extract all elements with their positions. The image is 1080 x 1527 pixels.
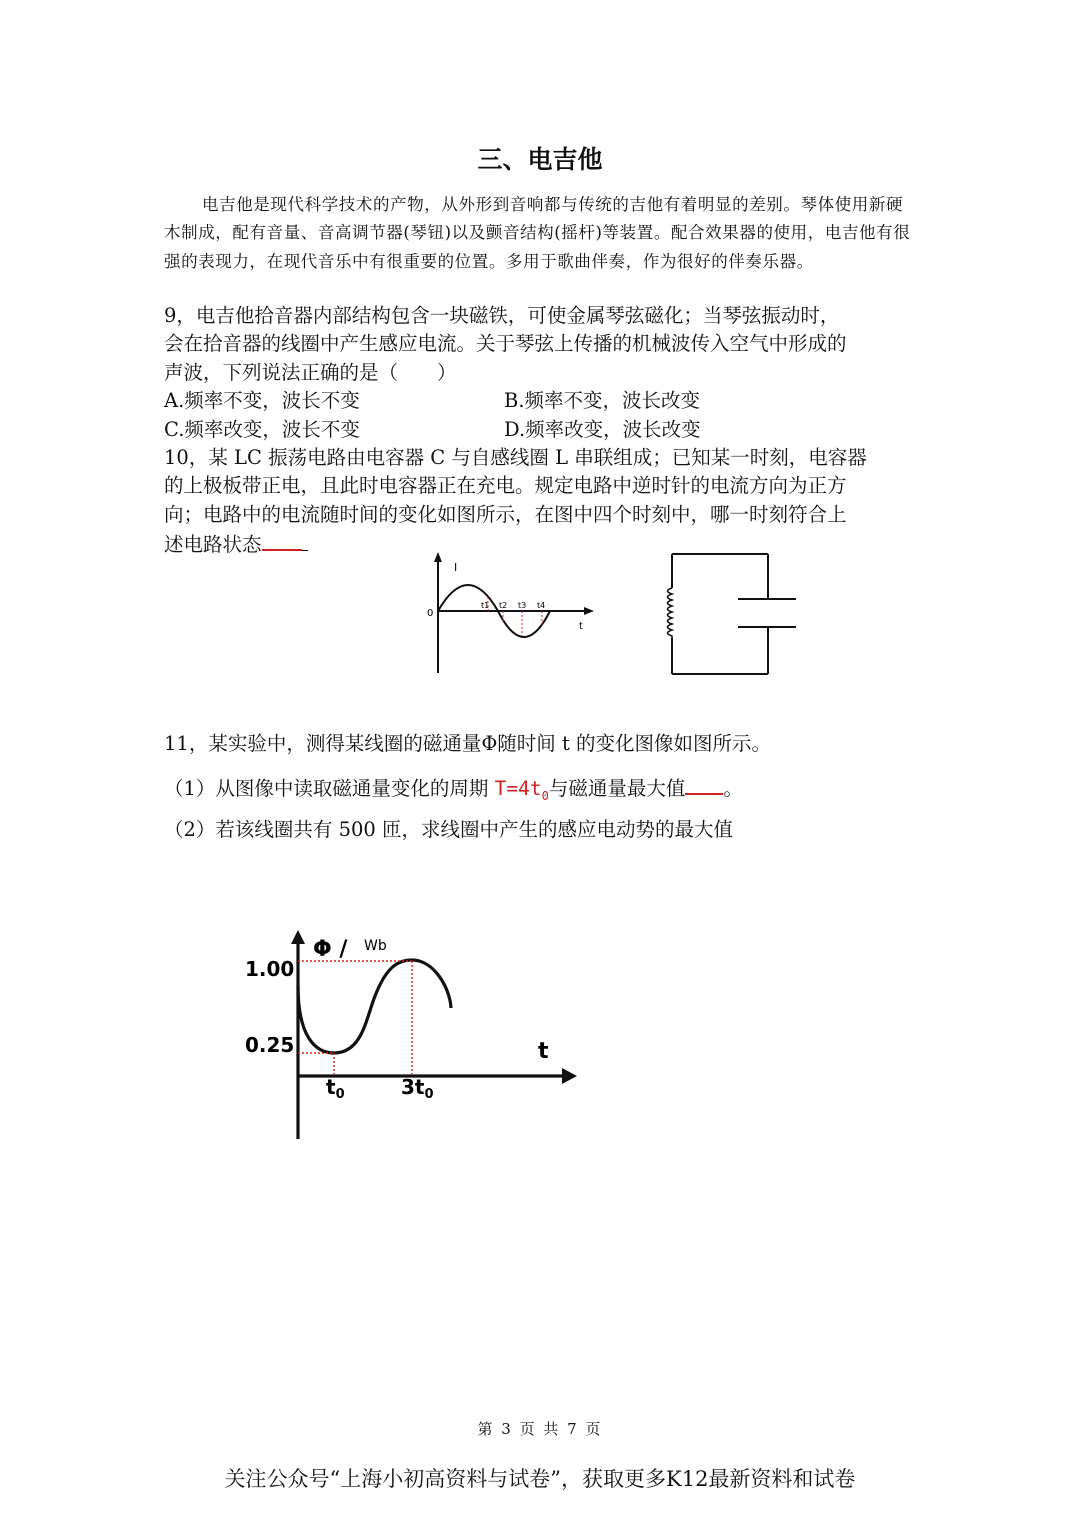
q10-answer-blank[interactable] [262, 529, 302, 551]
q9-option-b: B.频率不变，波长改变 [504, 389, 701, 413]
q11-y-tick-max: 1.00 [245, 957, 295, 981]
q10-stem-line-1: 10，某 LC 振荡电路由电容器 C 与自感线圈 L 串联组成；已知某一时刻，电容器 [164, 446, 867, 469]
q9-option-d: D.频率改变，波长改变 [504, 417, 701, 441]
q10-tick-t1: t1 [481, 601, 490, 610]
q11-flux-curve [298, 960, 451, 1053]
q11-graph-x-arrow [562, 1068, 577, 1084]
q9-stem-line-1: 9，电吉他拾音器内部结构包含一块磁铁，可使金属琴弦磁化；当琴弦振动时， [164, 304, 840, 327]
q10-graph-y-arrow [434, 552, 442, 562]
q10-tick-t4: t4 [537, 601, 546, 610]
q11-flux-graph [240, 926, 590, 1146]
q11-max-flux-blank[interactable] [685, 773, 723, 795]
q11-graph-y-label: Φ / [313, 937, 348, 962]
section-title: 三、电吉他 [477, 145, 603, 174]
q10-tick-t2: t2 [499, 601, 508, 610]
q11-x-tick-t0-sub: 0 [335, 1087, 345, 1102]
q9-option-a: A.频率不变，波长不变 [164, 389, 360, 413]
q9-stem-line-2: 会在拾音器的线圈中产生感应电流。关于琴弦上传播的机械波传入空气中形成的 [164, 332, 847, 356]
q10-graph-x-arrow [584, 607, 594, 615]
q11-period-answer [494, 777, 549, 803]
question-9 [164, 302, 924, 444]
lc-circuit-diagram [650, 548, 800, 680]
q11-x-tick-3t0 [401, 1075, 434, 1102]
q11-period-value: T=4t [494, 777, 542, 800]
intro-text: 电吉他是现代科学技术的产物，从外形到音响都与传统的吉他有着明显的差别。琴体使用新硬木制成，配有音量、音高调节器(琴钮)以及颤音结构(摇杆)等装置。配合效果器的使用，电吉他有很强的表现力，在现代音乐中有很重要的位置。多用于歌曲伴奏，作为很好的伴奏乐器。 [164, 195, 911, 271]
question-11-part-1 [164, 773, 924, 810]
question-10 [164, 444, 924, 560]
q11-period-subscript: 0 [541, 788, 549, 803]
q10-graph-origin: 0 [427, 608, 434, 619]
q10-blank-tail [302, 530, 308, 551]
footer-promo: 关注公众号“上海小初高资料与试卷”，获取更多K12最新资料和试卷 [224, 1467, 856, 1491]
q10-stem-line-3: 向；电路中的电流随时间的变化如图所示，在图中四个时刻中，哪一时刻符合上 [164, 502, 847, 526]
q11-x-tick-t0 [326, 1075, 345, 1102]
question-11-stem: 11，某实验中，测得某线圈的磁通量Φ随时间 t 的变化图像如图所示。 [164, 732, 772, 755]
page-number: 第 3 页 共 7 页 [477, 1420, 603, 1438]
q11-y-tick-min: 0.25 [245, 1033, 295, 1057]
q10-stem-line-4: 述电路状态 [164, 533, 262, 557]
q10-stem-line-2: 的上极板带正电，且此时电容器正在充电。规定电路中逆时针的电流方向为正方 [164, 474, 847, 498]
q10-current-graph [420, 550, 610, 680]
q11-x-tick-t0-base: t [326, 1075, 336, 1099]
q10-graph-x-label: t [579, 621, 583, 632]
intro-paragraph [164, 191, 918, 276]
q11-x-tick-3t0-sub: 0 [424, 1087, 434, 1102]
q11-graph-y-arrow [291, 930, 305, 944]
q11-part1-text: （1）从图像中读取磁通量变化的周期 [164, 777, 495, 800]
q10-graph-y-label: I [454, 561, 458, 574]
q11-x-tick-3t0-base: 3t [401, 1075, 425, 1099]
q11-part1-post: 与磁通量最大值 [548, 777, 686, 800]
q11-graph-y-unit: Wb [364, 938, 387, 954]
q10-tick-t3: t3 [518, 601, 527, 610]
q9-stem-line-3: 声波，下列说法正确的是（ ） [164, 360, 457, 384]
question-11-part-2: （2）若该线圈共有 500 匝，求线圈中产生的感应电动势的最大值 [164, 818, 734, 841]
inductor-coil-icon [668, 588, 673, 638]
q11-part1-end: 。 [723, 777, 743, 800]
q9-option-c: C.频率改变，波长不变 [164, 417, 360, 441]
q11-graph-x-label: t [538, 1039, 549, 1064]
